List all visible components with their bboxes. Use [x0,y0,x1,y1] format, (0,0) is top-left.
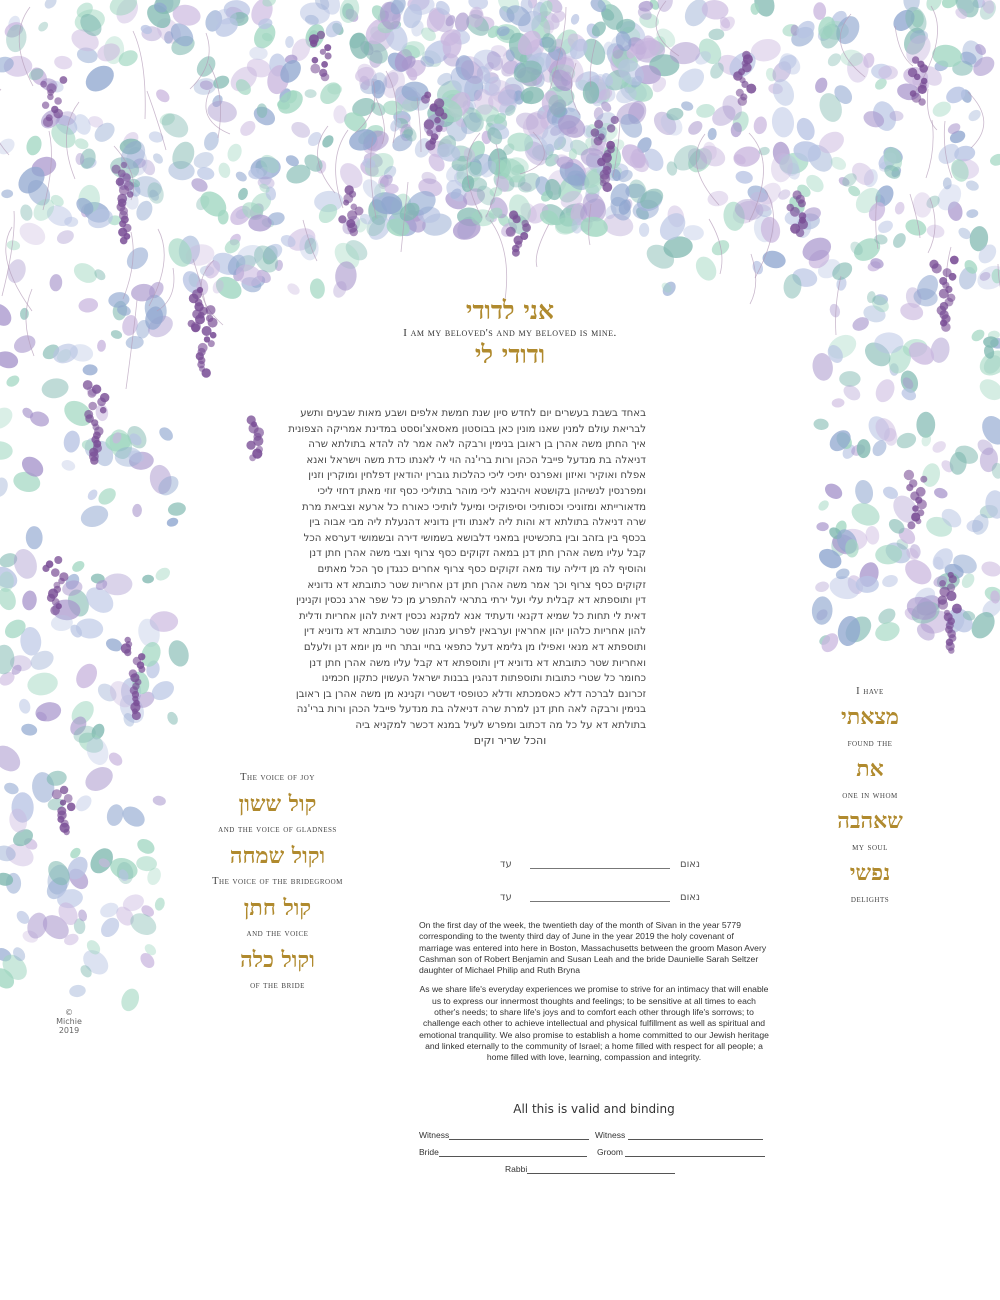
hebrew-text-line: לבריאת עולם למנין שאנו מונין כאן בבוסטון מאסאצ'וססט במדינת אמריקה הצפונית [288,423,646,435]
left-caption: and the voice [246,928,309,939]
fern-leaf [36,20,50,34]
wisteria-berry [42,565,49,572]
wisteria-berry [192,310,201,319]
fern-leaf [153,565,172,583]
fern-leaf [707,127,717,140]
wisteria-berry [602,182,612,192]
fern-leaf [543,20,554,34]
wisteria-berry [54,556,62,564]
wisteria-berry [421,95,430,104]
fern-leaf [119,802,149,830]
left-hebrew: קול חתן [243,895,312,921]
fern-stem [536,224,549,267]
fern-leaf [1,189,13,198]
rabbi-line [505,1164,675,1176]
right-caption: delights [850,894,890,905]
fern-leaf [813,76,829,95]
wisteria-berry [591,128,600,137]
fern-leaf [42,0,59,11]
wisteria-berry [349,228,358,237]
hebrew-text-line: דניאלה בת מנדעל פייבל הכהן ורות ברי'נה הוי לי לאנתו כדת משה וישראל ואנא [306,454,646,466]
fern-leaf [154,87,172,105]
witness-2-line [595,1130,763,1142]
fern-leaf [285,281,302,297]
wisteria-berry [206,305,216,315]
fern-leaf [0,403,17,433]
copyright-symbol: © [65,1008,73,1017]
fern-leaf [118,986,142,1014]
left-hebrew: וקול שמחה [229,843,326,869]
wisteria-berry [904,470,914,480]
fern-leaf [19,203,34,221]
wisteria-berry [60,800,66,806]
wisteria-berry [321,73,330,82]
fern-leaf [20,308,29,320]
header-hebrew-bottom: ודודי לי [474,340,546,369]
fern-leaf [21,590,38,611]
wisteria-berry [88,389,97,398]
fern-leaf [237,118,258,139]
fern-leaf [236,186,250,201]
fern-leaf [930,439,948,455]
right-verse-column [810,682,930,909]
wisteria-berry [607,124,615,132]
groom-line [597,1147,765,1159]
wisteria-berry [798,199,806,207]
wisteria-berry [210,332,217,339]
wisteria-berry [594,120,603,129]
signature-rule [449,1130,589,1140]
fern-leaf [60,458,77,472]
signature-label-right: נאום [679,892,700,903]
fern-leaf [680,100,694,112]
wisteria-berry [915,518,921,524]
wisteria-berry [127,191,134,198]
wisteria-berry [116,178,124,186]
fern-leaf [217,161,232,179]
fern-leaf [933,486,949,500]
hebrew-text-line: בכסף בין בזהב ובין בתכשיטין במאני דלבושא בשמושי דירה ובשמושי דערסא הכל [303,532,646,544]
wisteria-berry [522,223,531,232]
wisteria-berry [513,215,521,223]
signature-rule [530,901,670,902]
wisteria-berry [914,74,921,81]
signature-line-1 [500,856,700,872]
fern-leaf [674,64,709,97]
fern-leaf [734,169,753,185]
fern-leaf [333,105,346,123]
wisteria-berry [434,117,441,124]
hebrew-text-line: ואחריות שטר כתובתא דא נדוניא דין ותוספתא דא קבל עליו משה אהרן חתן דנן [309,657,646,669]
fern-leaf [876,218,895,235]
wisteria-berry [51,568,60,577]
fern-leaf [132,504,142,518]
fern-leaf [853,478,875,505]
fern-leaf [770,106,795,139]
hebrew-text-line: להון אחריות כלהון יהון אחראין וערבאין לפרוע מנהון שטר כתובתא דא נדוניא דין [303,626,646,638]
fern-leaf [72,660,101,692]
fern-leaf [706,189,729,207]
fern-leaf [97,340,107,353]
fern-leaf [78,297,99,314]
artist-name: Michie [56,1017,82,1026]
fern-leaf [822,480,845,502]
rabbi-label: Rabbi [505,1164,528,1174]
fern-leaf [980,559,1000,578]
hebrew-text-line: דאית לי תחות כל שמיא דקנאי ודעתיד אנא למקנא נכסין דאית להון אחריות ודלית [298,610,646,622]
fern-leaf [811,596,833,625]
wisteria-berry [124,649,131,656]
signature-label-left: עד [500,892,512,903]
ketubah-hebrew-text [288,406,646,749]
fern-leaf [920,461,943,488]
left-hebrew: וקול כלה [240,947,315,973]
wisteria-berry [40,81,47,88]
wisteria-berry [441,113,448,120]
wisteria-berry [121,162,127,168]
wisteria-berry [208,318,218,328]
left-caption: and the voice of gladness [218,824,337,835]
signature-line-2 [500,889,700,905]
fern-leaf [110,329,124,341]
groom-label: Groom [597,1147,623,1157]
fern-leaf [0,740,25,776]
fern-leaf [320,133,336,150]
fern-leaf [894,430,918,451]
fern-leaf [167,501,187,517]
fern-leaf [20,723,38,737]
fern-leaf [872,376,898,405]
fern-leaf [916,412,935,438]
wisteria-berry [54,97,62,105]
fern-leaf [903,217,928,238]
fern-leaf [152,795,167,807]
witness-1-line [419,1130,589,1142]
english-paragraph-vows: As we share life's everyday experiences we promise to strive for an intimacy that will enable us to express our innermost thoughts and feelings; to be sensitive at all times to each other's needs; to share life's joys and to comfort each other through life's sorrows; to challenge each other to achieve intellectual and physical fulfillment as well as spiritual and emotional tranquility. We also promise to establish a home committed to our Jewish heritage and linked eternally to the community of Israel; a home filled with respect for all people; a home filled with love, learning, compassion and integrity. [419,984,769,1063]
hebrew-text-line: זקוקים כסף צרוף וכך אמר משה אהרן חתן דנן אחריות שטר כתובתא דא נדוניא [307,579,646,591]
wisteria-berry [918,98,925,105]
hebrew-text-line: כחומר כל שטרי כתובות ותוספתות דנהגין בבנות ישראל העשוין כתקון חכמינו [321,673,646,685]
hebrew-text-line: דין ותוספתא דא קבלית עלי ועל ירתי בתראי להתפרע מן כל שפר ארג נכסין וקנינין [296,595,646,607]
fern-leaf [49,274,63,292]
wisteria-berry [939,580,946,587]
fern-leaf [16,218,50,249]
wisteria-berry [343,200,349,206]
fern-leaf [142,574,154,583]
fern-leaf [135,836,158,857]
wisteria-berry [738,97,747,106]
fern-leaf [831,398,845,408]
wisteria-berry [50,606,60,616]
wisteria-berry [790,207,800,217]
fern-leaf [73,792,95,814]
fern-leaf [0,475,10,499]
wisteria-berry [120,237,128,245]
fern-leaf [814,580,830,593]
fern-leaf [62,429,81,453]
fern-leaf [17,698,32,715]
wisteria-berry [310,40,317,47]
wisteria-berry [83,380,93,390]
wisteria-berry [952,604,962,614]
fern-leaf [890,231,908,250]
signature-rule [527,1164,675,1174]
fern-leaf [4,373,21,389]
header-english: I am my beloved's and my beloved is mine. [403,327,617,339]
wisteria-berry [436,125,443,132]
wisteria-berry [312,57,319,64]
fern-leaf [34,700,64,724]
hebrew-closing-line: והכל שריר וקים [473,734,547,748]
wisteria-berry [949,273,957,281]
wisteria-berry [912,505,919,512]
fern-leaf [95,485,119,508]
signature-rule [625,1147,765,1157]
fern-leaf [123,243,153,273]
english-paragraph-date: On the first day of the week, the twentieth day of the month of Sivan in the year 5779 corresponding to the twenty third day of June in the year 2019 the holy covenant of marriage was entered into here in Boston, Massachusetts between the groom Mason Avery Cashman son of Robert Benjamin and Susan Leah and the bride Daunielle Sarah Seltzer daughter of Michael Philip and Ruth Bryna [419,920,767,976]
right-caption: one in whom [842,790,898,801]
fern-leaf [881,573,900,589]
fern-leaf [692,253,721,284]
fern-leaf [309,278,326,300]
wisteria-berry [208,340,215,347]
fern-leaf [40,376,70,400]
wisteria-berry [506,227,516,237]
left-caption: The voice of the bridegroom [212,876,343,887]
fern-leaf [337,0,361,25]
fern-leaf [5,257,29,285]
right-caption: I have [856,686,884,697]
wisteria-berry [249,454,256,461]
fern-leaf [0,349,20,371]
bride-line [419,1147,587,1159]
wisteria-berry [948,647,954,653]
fern-leaf [202,130,222,153]
fern-leaf [81,60,119,96]
hebrew-text-line: והוסיף לה מן דיליה עוד מאה זקוקים כסף צרוף אחרים כנגדן סך הכל מאתים [317,563,646,575]
fern-leaf [249,46,268,60]
fern-leaf [11,332,38,356]
fern-leaf [26,670,60,697]
fern-leaf [24,134,44,157]
hebrew-text-line: זכרונם לברכה דלא כאסמכתא ודלא כטופסי דשטרי וקנינא מן משה אהרן בן ראובן [295,688,646,700]
wisteria-berry [97,397,106,406]
wisteria-berry [202,368,211,377]
fern-leaf [988,152,1000,168]
wisteria-berry [52,789,62,799]
fern-leaf [848,499,883,530]
signature-label-left: עד [500,859,512,870]
fern-leaf [104,636,124,654]
fern-leaf [873,619,903,644]
hebrew-text-line: קבל עליו משה אהרן חתן דנן במאה זקוקים כסף צרוף וצבי משה אהרן חתן דנן [309,548,646,560]
fern-leaf [794,115,818,143]
fern-leaf [285,36,294,48]
fern-leaf [166,516,180,528]
fern-leaf [966,108,983,124]
header-hebrew-top: אני לדודי [465,296,555,325]
fern-leaf [569,13,580,26]
wisteria-berry [42,102,49,109]
wisteria-berry [67,803,76,812]
signature-rule [439,1147,587,1157]
wisteria-berry [132,711,141,720]
fern-leaf [225,142,244,164]
fern-leaf [157,425,176,444]
fern-leaf [70,559,86,574]
fern-leaf [813,418,829,431]
hebrew-text-line: מדאורייתא ומזוניכי וכסותיכי וסיפוקיכי ומיעל לותיכי כאורח כל ארעא וצביאת מרת [302,501,646,513]
fern-leaf [0,299,16,330]
witness-label: Witness [419,1130,450,1140]
wisteria-berry [512,249,520,257]
wisteria-berry [347,210,357,220]
hebrew-text-line: איך החתן משה אהרן בן ראובן בנימין ורבקה לאה אמר לה להדא בתולתא שרה [308,439,646,451]
wisteria-berry [425,140,435,150]
wisteria-berry [594,137,603,146]
wisteria-berry [100,407,107,414]
wisteria-berry [191,322,201,332]
fern-leaf [816,498,830,512]
right-hebrew: מצאתי [841,704,899,730]
fern-leaf [26,526,43,549]
left-caption: of the bride [250,980,305,991]
wisteria-berry [907,521,915,529]
fern-leaf [55,228,76,247]
wisteria-berry [920,476,927,483]
wisteria-berry [321,61,328,68]
fern-leaf [105,802,126,827]
wisteria-berry [918,85,927,94]
fern-leaf [86,488,100,502]
right-caption: found the [847,738,893,749]
wisteria-berry [949,575,957,583]
wisteria-berry [611,116,619,124]
wisteria-berry [320,49,326,55]
wisteria-berry [932,263,942,273]
fern-leaf [976,375,1000,405]
fern-leaf [316,78,345,108]
wisteria-berry [746,84,756,94]
wisteria-berry [90,456,98,464]
artist-copyright [52,1008,86,1035]
wisteria-berry [796,229,805,238]
fern-leaf [874,332,903,353]
fern-leaf [965,179,981,193]
english-text [419,920,769,1072]
copyright-year: 2019 [58,1026,80,1035]
signature-rule [628,1130,763,1140]
fern-leaf [153,896,166,911]
fern-stem [926,120,933,178]
wisteria-berry [325,53,332,60]
hebrew-text-line: באחד בשבת בעשרים יום לחדש סיון שנת חמשת אלפים ושבע מאות שבעים ותשע [300,408,646,419]
fern-leaf [305,89,317,98]
fern-stem [2,211,14,296]
fern-leaf [6,239,21,251]
wisteria-berry [53,109,63,119]
fern-leaf [68,984,86,998]
hebrew-text-line: בתולתא דא על כל מה דכתוב ומפרש לעיל במנא דכשר למקניא ביה [355,719,646,731]
wisteria-berry [43,117,53,127]
hebrew-text-line: ותוספתא דא מנאי ואפילו מן גלימא דעל כתפאי בחיי ובתר חיי מן יומא דנן ולעלם [303,641,646,653]
left-caption: The voice of joy [240,772,315,783]
left-hebrew: קול ששון [238,791,317,817]
fern-leaf [0,440,13,461]
fern-leaf [926,223,946,239]
left-verse-column [185,770,370,994]
header [380,296,640,370]
fern-leaf [234,170,249,184]
bride-label: Bride [419,1147,439,1157]
fern-leaf [165,710,180,726]
right-caption: my soul [852,842,888,853]
wisteria-berry [424,119,434,129]
valid-and-binding: All this is valid and binding [513,1102,675,1116]
hebrew-text-line: בנימין ורבקה לאה חתן דנן למרת שרה דניאלה בת מנדעל פייבל הכהן ורות ברי'נה [296,704,646,716]
fern-leaf [752,115,768,135]
wisteria-berry [950,256,959,265]
fern-leaf [82,364,97,376]
hebrew-text-line: שרה דניאלה בתולתא דא והות ליה לאנתו ודין נדוניא דהנעלת ליה מבי אבוה בין [309,517,646,529]
fern-leaf [78,502,111,530]
fern-stem [133,31,145,119]
witness-label: Witness [595,1130,626,1140]
wisteria-berry [946,591,956,601]
wisteria-berry [310,64,320,74]
fern-leaf [166,638,192,669]
fern-leaf [106,750,125,768]
fern-leaf [685,118,705,137]
fern-leaf [453,11,470,33]
wisteria-berry [63,829,69,835]
fern-leaf [81,762,117,796]
fern-leaf [966,209,979,219]
signature-label-right: נאום [679,859,700,870]
fern-leaf [53,54,73,70]
wisteria-berry [906,484,913,491]
signature-rule [530,868,670,869]
fern-leaf [639,223,650,237]
wisteria-berry [919,64,928,73]
wisteria-berry [941,323,950,332]
right-hebrew: נפשי [849,860,891,886]
wisteria-berry [938,599,948,609]
fern-leaf [385,184,399,194]
fern-leaf [828,303,841,319]
wisteria-berry [60,76,68,84]
wisteria-berry [47,94,54,101]
wisteria-berry [88,402,97,411]
wisteria-berry [138,666,145,673]
fern-leaf [839,371,861,387]
hebrew-text-line: ומפרנסין לנשיהון בקושטא ויהיבנא ליכי מוהר בתוליכי כסף זוזי מאתן דחזי ליכי [317,485,646,497]
fern-leaf [813,2,826,20]
wisteria-berry [338,215,346,223]
wisteria-berry [246,441,255,450]
right-hebrew: שאהבה [837,808,903,834]
fern-leaf [761,248,788,270]
fern-leaf [816,522,829,531]
right-hebrew: את [856,756,884,782]
fern-leaf [894,201,906,216]
hebrew-text-line: אפלח ואוקיר ואיזון ואפרנס יתיכי ליכי כהלכות גוברין יהודאין דפלחין ומוקרין וזנין [308,470,646,482]
